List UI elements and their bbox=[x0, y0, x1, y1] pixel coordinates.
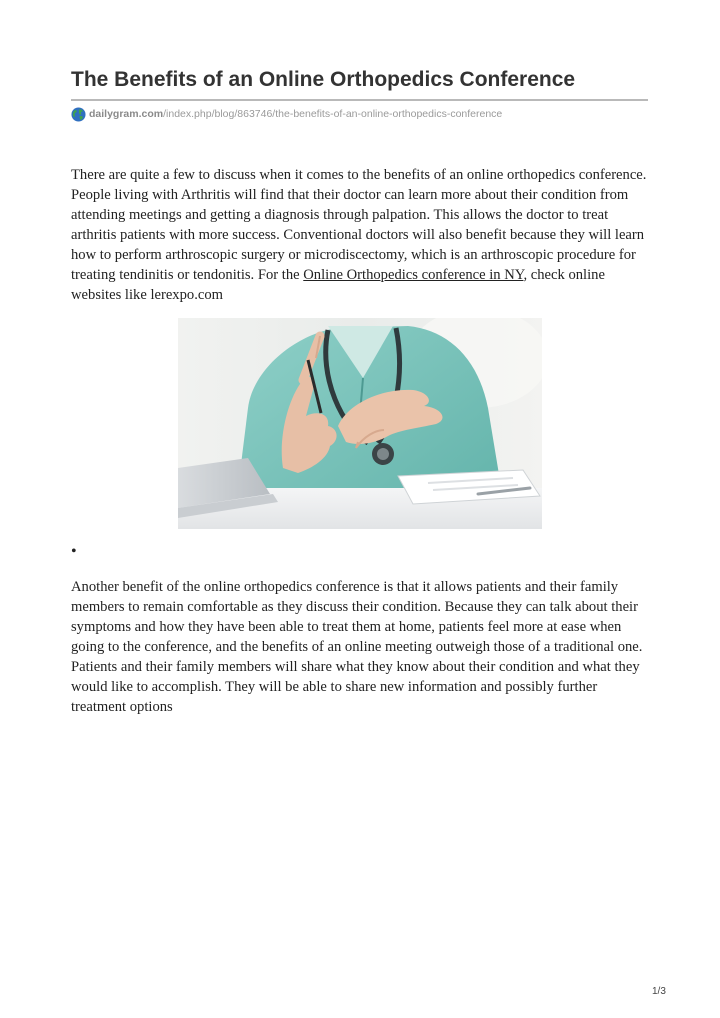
article-photo bbox=[178, 318, 542, 529]
paragraph-2: Another benefit of the online orthopedics conference is that it allows patients and their family members to remain comfortable as they discuss their condition. Because they can talk about their symptoms and how they have been able to treat them at home, patients feel more at ease when going to the conference, and the benefits of an online meeting outweigh those of a traditional one. Patients and their family members will share what they know about their condition and what they would like to accomplish. They will be able to share new information and possibly further treatment options bbox=[71, 579, 643, 715]
page-title: The Benefits of an Online Orthopedics Conference bbox=[71, 68, 576, 91]
source-path[interactable]: /index.php/blog/863746/the-benefits-of-an-online-orthopedics-conference bbox=[163, 108, 503, 120]
page-number: 1/3 bbox=[652, 986, 666, 997]
conference-link[interactable]: Online Orthopedics conference in NY bbox=[303, 267, 524, 283]
source-domain[interactable]: dailygram.com bbox=[89, 108, 164, 120]
paragraph-1-text: There are quite a few to discuss when it comes to the benefits of an online orthopedics conference. People living with Arthritis will find that their doctor can learn more about their condition from attending meetings and getting a diagnosis through palpation. This allows the doctor to treat arthritis patients with more success. Conventional doctors will also benefit because they will learn how to perform arthroscopic surgery or microdiscectomy, which is an arthroscopic procedure for treating tendinitis or tendonitis. For the bbox=[71, 167, 647, 283]
title-divider bbox=[71, 99, 648, 101]
globe-icon bbox=[71, 107, 86, 122]
paragraph-1 bbox=[71, 165, 653, 305]
source-line bbox=[71, 106, 502, 122]
doctor-illustration bbox=[178, 318, 542, 529]
bullet-marker: • bbox=[71, 543, 77, 560]
paragraph-1-tail: , check online websites like lerexpo.com bbox=[71, 267, 605, 303]
